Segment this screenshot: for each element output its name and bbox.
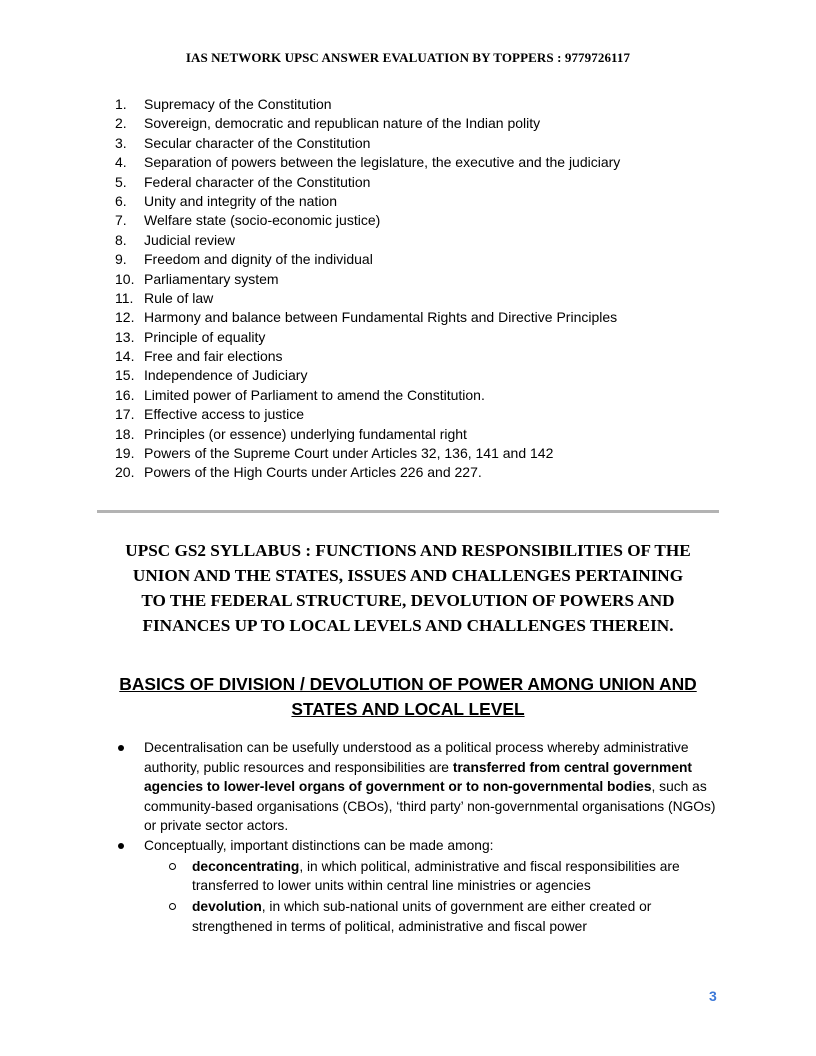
bullet-text: , such as community-based organisations (CBOs), ‘third party’ non-governmental organisations (NGOs) or private sector actors. (144, 779, 716, 833)
list-item (115, 463, 620, 482)
section-heading-line: STATES AND LOCAL LEVEL (291, 699, 525, 719)
list-number: 8. (115, 231, 127, 248)
list-item (115, 405, 620, 424)
list-text: Welfare state (socio-economic justice) (144, 212, 381, 229)
list-item (115, 289, 620, 308)
list-item (115, 192, 620, 211)
list-number: 3. (115, 134, 127, 151)
hollow-circle-icon (169, 903, 176, 910)
list-item (115, 444, 620, 463)
bullet-dot-icon (118, 843, 124, 849)
sub-bullet-text: , in which political, administrative and fiscal responsibilities are transferred to lower units within central line ministries or agencies (192, 858, 680, 893)
list-text: Freedom and dignity of the individual (144, 251, 373, 268)
list-item (115, 231, 620, 250)
bullet-dot-icon (118, 745, 124, 751)
list-item (115, 386, 620, 405)
constitution-features-list (115, 95, 620, 483)
sub-bullet-text: , in which sub-national units of government are either created or strengthened in terms of political, administrative and fiscal power (192, 899, 652, 934)
list-number: 18. (115, 425, 135, 442)
list-number: 9. (115, 251, 127, 268)
list-number: 12. (115, 309, 135, 326)
list-number: 6. (115, 192, 127, 209)
list-item (115, 211, 620, 230)
decentralisation-bullets (115, 738, 725, 936)
syllabus-heading-line: TO THE FEDERAL STRUCTURE, DEVOLUTION OF POWERS AND (141, 591, 675, 610)
list-item (115, 347, 620, 366)
horizontal-divider (97, 510, 719, 513)
list-text: Powers of the High Courts under Articles 226 and 227. (144, 464, 482, 481)
list-text: Sovereign, democratic and republican nature of the Indian polity (144, 115, 541, 132)
bullet-text: Decentralisation can be usefully understood as a political process whereby administrative authority, public resources and responsibilities are (144, 740, 689, 775)
list-number: 20. (115, 464, 135, 481)
list-text: Powers of the Supreme Court under Articles 32, 136, 141 and 142 (144, 445, 554, 462)
bullet-item (115, 836, 725, 937)
list-number: 2. (115, 115, 127, 132)
sub-bullets (144, 857, 725, 937)
list-text: Limited power of Parliament to amend the Constitution. (144, 386, 485, 403)
list-item (115, 250, 620, 269)
bullet-bold-text: transferred from central government agencies to lower-level organs of government or to non-governmental bodies (144, 759, 693, 794)
syllabus-heading-line: UPSC GS2 SYLLABUS : FUNCTIONS AND RESPONSIBILITIES OF THE (125, 541, 691, 560)
list-item (115, 173, 620, 192)
section-heading (90, 672, 726, 722)
list-number: 10. (115, 270, 135, 287)
page-header: IAS NETWORK UPSC ANSWER EVALUATION BY TOPPERS : 9779726117 (185, 50, 631, 65)
hollow-circle-icon (169, 863, 176, 870)
list-text: Secular character of the Constitution (144, 134, 371, 151)
list-text: Unity and integrity of the nation (144, 192, 338, 209)
list-text: Rule of law (144, 289, 214, 306)
sub-bullet-bold-text: devolution (192, 899, 262, 914)
section-heading-line: BASICS OF DIVISION / DEVOLUTION OF POWER AMONG UNION AND (119, 674, 697, 694)
list-number: 17. (115, 406, 135, 423)
list-item (115, 366, 620, 385)
bullet-item (115, 738, 725, 836)
list-text: Separation of powers between the legislature, the executive and the judiciary (144, 154, 621, 171)
list-number: 1. (115, 96, 127, 112)
list-item (115, 328, 620, 347)
list-text: Parliamentary system (144, 270, 279, 287)
list-number: 4. (115, 154, 127, 171)
list-number: 19. (115, 445, 135, 462)
list-item (115, 95, 620, 114)
syllabus-heading-line: UNION AND THE STATES, ISSUES AND CHALLENGES PERTAINING (132, 566, 684, 585)
list-text: Independence of Judiciary (144, 367, 308, 384)
list-item (115, 153, 620, 172)
list-text: Judicial review (144, 231, 236, 248)
syllabus-heading (97, 538, 719, 638)
bullet-text: Conceptually, important distinctions can be made among: (144, 837, 494, 853)
sub-bullet-item (144, 857, 725, 896)
list-item (115, 308, 620, 327)
list-number: 7. (115, 212, 127, 229)
sub-bullet-item (144, 897, 725, 936)
list-text: Principle of equality (144, 328, 266, 345)
list-text: Effective access to justice (144, 406, 305, 423)
syllabus-heading-line: FINANCES UP TO LOCAL LEVELS AND CHALLENGES THEREIN. (142, 616, 674, 635)
list-number: 5. (115, 173, 127, 190)
page-number: 3 (709, 988, 717, 1004)
list-text: Free and fair elections (144, 348, 283, 365)
list-text: Principles (or essence) underlying fundamental right (144, 425, 467, 442)
list-number: 15. (115, 367, 135, 384)
list-number: 11. (115, 289, 134, 306)
list-item (115, 270, 620, 289)
list-item (115, 425, 620, 444)
list-number: 16. (115, 386, 135, 403)
list-text: Harmony and balance between Fundamental Rights and Directive Principles (144, 309, 618, 326)
sub-bullet-bold-text: deconcentrating (192, 858, 300, 874)
list-item (115, 134, 620, 153)
list-text: Supremacy of the Constitution (144, 96, 332, 112)
list-item (115, 114, 620, 133)
list-number: 14. (115, 348, 135, 365)
list-number: 13. (115, 328, 135, 345)
list-text: Federal character of the Constitution (144, 173, 371, 190)
